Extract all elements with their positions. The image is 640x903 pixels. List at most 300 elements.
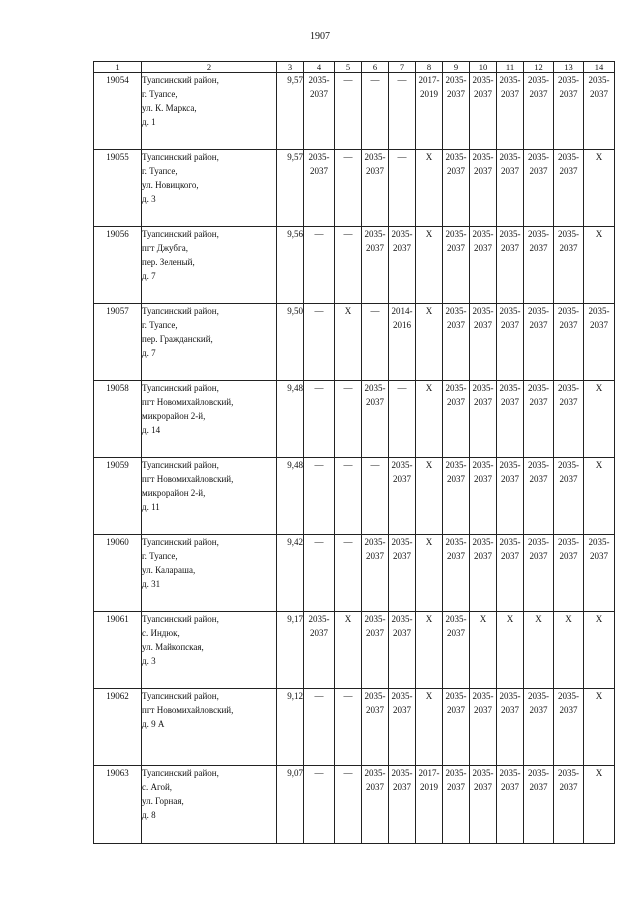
period-end: 2037 xyxy=(559,89,578,99)
period-start: 2035- xyxy=(391,768,413,778)
period-start: 2035- xyxy=(391,614,413,624)
period-cell xyxy=(470,381,497,458)
address-cell xyxy=(142,766,277,844)
period-cell: Х xyxy=(470,612,497,689)
period-cell: — xyxy=(389,150,416,227)
period-cell: — xyxy=(389,381,416,458)
period-start: 2035- xyxy=(558,691,579,701)
period-cell xyxy=(470,689,497,766)
period-cell: — xyxy=(335,227,362,304)
address-line: д. 7 xyxy=(142,348,156,358)
period-end: 2037 xyxy=(447,705,465,715)
address-line: Туапсинский район, xyxy=(142,614,219,624)
period-cell xyxy=(443,381,470,458)
page-number: 1907 xyxy=(310,31,330,42)
wear-value: 9,42 xyxy=(277,535,304,612)
period-start: 2035- xyxy=(588,75,610,85)
period-end: 2037 xyxy=(590,89,608,99)
address-cell xyxy=(142,227,277,304)
period-start: 2035- xyxy=(445,537,467,547)
address-line: микрорайон 2-й, xyxy=(142,411,206,421)
period-end: 2037 xyxy=(529,551,548,561)
period-end: 2037 xyxy=(590,551,608,561)
period-start: 2035- xyxy=(364,537,386,547)
period-end: 2037 xyxy=(501,89,519,99)
address-line: пгт Джубга, xyxy=(142,243,188,253)
period-cell: — xyxy=(335,766,362,844)
period-end: 2037 xyxy=(529,320,548,330)
period-cell xyxy=(554,535,584,612)
period-end: 2037 xyxy=(447,320,465,330)
address-line: Туапсинский район, xyxy=(142,460,219,470)
period-start: 2035- xyxy=(528,460,549,470)
period-cell xyxy=(389,458,416,535)
period-start: 2035- xyxy=(391,229,413,239)
period-end: 2037 xyxy=(529,782,548,792)
period-end: 2037 xyxy=(393,474,411,484)
period-start: 2035- xyxy=(364,152,386,162)
column-header: 13 xyxy=(554,62,584,73)
period-cell xyxy=(497,150,524,227)
period-cell: Х xyxy=(416,458,443,535)
period-start: 2035- xyxy=(558,152,579,162)
address-line: пер. Зеленый, xyxy=(142,257,195,267)
address-cell xyxy=(142,612,277,689)
period-start: 2035- xyxy=(364,383,386,393)
period-end: 2037 xyxy=(529,474,548,484)
period-start: 2035- xyxy=(499,460,521,470)
table-row xyxy=(94,612,615,689)
period-end: 2037 xyxy=(501,782,519,792)
period-cell xyxy=(497,227,524,304)
period-cell: — xyxy=(335,150,362,227)
period-start: 2035- xyxy=(364,614,386,624)
period-start: 2035- xyxy=(445,460,467,470)
period-end: 2037 xyxy=(559,474,578,484)
period-end: 2037 xyxy=(559,551,578,561)
period-end: 2037 xyxy=(559,243,578,253)
address-line: ул. Новицкого, xyxy=(142,180,199,190)
period-end: 2037 xyxy=(529,705,548,715)
period-cell xyxy=(554,689,584,766)
period-cell: Х xyxy=(335,612,362,689)
period-start: 2035- xyxy=(558,768,579,778)
period-start: 2035- xyxy=(499,229,521,239)
period-cell xyxy=(584,73,615,150)
address-cell xyxy=(142,689,277,766)
address-line: пер. Гражданский, xyxy=(142,334,213,344)
period-end: 2037 xyxy=(501,320,519,330)
period-cell xyxy=(497,73,524,150)
period-cell: — xyxy=(389,73,416,150)
address-line: пгт Новомихайловский, xyxy=(142,397,234,407)
address-line: Туапсинский район, xyxy=(142,383,219,393)
period-cell: Х xyxy=(416,227,443,304)
address-line: микрорайон 2-й, xyxy=(142,488,206,498)
period-cell: Х xyxy=(584,612,615,689)
period-end: 2037 xyxy=(366,551,384,561)
period-cell xyxy=(524,304,554,381)
column-header: 1 xyxy=(94,62,142,73)
period-cell xyxy=(443,458,470,535)
period-start: 2035- xyxy=(472,152,494,162)
period-start: 2035- xyxy=(445,306,467,316)
period-end: 2019 xyxy=(420,89,438,99)
column-header: 7 xyxy=(389,62,416,73)
period-start: 2035- xyxy=(472,691,494,701)
period-cell xyxy=(554,458,584,535)
period-start: 2035- xyxy=(472,768,494,778)
address-line: д. 9 А xyxy=(142,719,165,729)
address-line: Туапсинский район, xyxy=(142,229,219,239)
period-start: 2035- xyxy=(472,383,494,393)
period-cell xyxy=(554,150,584,227)
period-end: 2037 xyxy=(474,243,492,253)
period-start: 2017- xyxy=(418,75,440,85)
column-header: 11 xyxy=(497,62,524,73)
period-end: 2037 xyxy=(529,89,548,99)
period-start: 2035- xyxy=(558,75,579,85)
period-start: 2035- xyxy=(445,75,467,85)
wear-value: 9,50 xyxy=(277,304,304,381)
period-cell xyxy=(362,766,389,844)
address-cell xyxy=(142,381,277,458)
record-number: 19057 xyxy=(94,304,142,381)
record-number: 19060 xyxy=(94,535,142,612)
column-header: 2 xyxy=(142,62,277,73)
period-end: 2037 xyxy=(559,705,578,715)
period-cell xyxy=(554,381,584,458)
period-end: 2037 xyxy=(559,397,578,407)
period-cell: — xyxy=(362,304,389,381)
period-start: 2035- xyxy=(499,768,521,778)
period-start: 2035- xyxy=(588,537,610,547)
period-end: 2037 xyxy=(559,782,578,792)
period-end: 2037 xyxy=(310,628,328,638)
period-start: 2035- xyxy=(391,691,413,701)
period-cell xyxy=(524,381,554,458)
period-end: 2037 xyxy=(447,474,465,484)
period-cell: — xyxy=(304,535,335,612)
period-cell xyxy=(389,535,416,612)
period-cell: — xyxy=(362,458,389,535)
address-cell xyxy=(142,304,277,381)
record-number: 19056 xyxy=(94,227,142,304)
period-cell xyxy=(362,381,389,458)
period-cell: Х xyxy=(584,766,615,844)
period-end: 2037 xyxy=(559,166,578,176)
period-start: 2035- xyxy=(445,691,467,701)
period-cell: Х xyxy=(584,150,615,227)
period-cell xyxy=(470,227,497,304)
period-end: 2037 xyxy=(559,320,578,330)
period-cell: Х xyxy=(416,304,443,381)
table-row xyxy=(94,227,615,304)
record-number: 19059 xyxy=(94,458,142,535)
period-start: 2035- xyxy=(445,383,467,393)
period-end: 2037 xyxy=(366,782,384,792)
period-cell: Х xyxy=(416,150,443,227)
period-cell: — xyxy=(362,73,389,150)
record-number: 19055 xyxy=(94,150,142,227)
period-cell xyxy=(443,150,470,227)
address-line: Туапсинский район, xyxy=(142,537,219,547)
period-start: 2035- xyxy=(499,75,521,85)
period-cell: Х xyxy=(416,689,443,766)
wear-value: 9,57 xyxy=(277,150,304,227)
registry-table xyxy=(93,61,615,844)
period-start: 2035- xyxy=(308,614,330,624)
period-start: 2035- xyxy=(558,460,579,470)
period-cell xyxy=(470,458,497,535)
period-end: 2037 xyxy=(501,551,519,561)
period-cell xyxy=(470,73,497,150)
period-cell: — xyxy=(304,381,335,458)
period-cell xyxy=(524,227,554,304)
period-cell xyxy=(554,227,584,304)
period-end: 2037 xyxy=(447,628,465,638)
period-cell: Х xyxy=(416,612,443,689)
period-end: 2037 xyxy=(501,474,519,484)
table-row xyxy=(94,73,615,150)
period-start: 2035- xyxy=(472,537,494,547)
period-cell xyxy=(389,689,416,766)
record-number: 19062 xyxy=(94,689,142,766)
column-header: 12 xyxy=(524,62,554,73)
period-start: 2035- xyxy=(528,306,549,316)
wear-value: 9,56 xyxy=(277,227,304,304)
period-end: 2037 xyxy=(447,397,465,407)
address-line: г. Туапсе, xyxy=(142,166,178,176)
address-line: ул. К. Маркса, xyxy=(142,103,197,113)
address-cell xyxy=(142,458,277,535)
period-cell xyxy=(470,535,497,612)
period-start: 2035- xyxy=(445,768,467,778)
period-cell: — xyxy=(335,458,362,535)
period-end: 2037 xyxy=(474,320,492,330)
period-cell: — xyxy=(335,535,362,612)
period-end: 2037 xyxy=(393,551,411,561)
period-cell: Х xyxy=(416,381,443,458)
period-cell: Х xyxy=(497,612,524,689)
period-cell xyxy=(389,227,416,304)
period-cell xyxy=(389,304,416,381)
period-cell xyxy=(497,535,524,612)
period-cell xyxy=(304,150,335,227)
period-start: 2035- xyxy=(528,152,549,162)
wear-value: 9,07 xyxy=(277,766,304,844)
period-start: 2035- xyxy=(391,460,413,470)
period-cell: Х xyxy=(335,304,362,381)
period-start: 2014- xyxy=(391,306,413,316)
period-end: 2037 xyxy=(474,705,492,715)
period-cell xyxy=(389,612,416,689)
period-start: 2035- xyxy=(558,306,579,316)
period-cell xyxy=(497,766,524,844)
period-end: 2037 xyxy=(501,397,519,407)
period-end: 2037 xyxy=(474,551,492,561)
period-end: 2037 xyxy=(447,243,465,253)
period-cell: Х xyxy=(584,689,615,766)
period-cell: — xyxy=(335,689,362,766)
period-end: 2037 xyxy=(366,166,384,176)
address-line: д. 3 xyxy=(142,656,156,666)
period-cell xyxy=(443,304,470,381)
column-header: 4 xyxy=(304,62,335,73)
period-cell xyxy=(362,227,389,304)
period-cell: Х xyxy=(584,227,615,304)
address-line: ул. Горная, xyxy=(142,796,184,806)
period-cell: — xyxy=(304,689,335,766)
wear-value: 9,17 xyxy=(277,612,304,689)
address-line: д. 31 xyxy=(142,579,161,589)
period-cell: Х xyxy=(554,612,584,689)
period-end: 2037 xyxy=(474,166,492,176)
period-start: 2035- xyxy=(364,768,386,778)
period-end: 2019 xyxy=(420,782,438,792)
period-start: 2035- xyxy=(499,383,521,393)
period-cell: Х xyxy=(584,381,615,458)
period-start: 2035- xyxy=(499,691,521,701)
address-cell xyxy=(142,150,277,227)
period-cell xyxy=(524,73,554,150)
period-cell xyxy=(362,689,389,766)
period-start: 2035- xyxy=(472,75,494,85)
period-end: 2037 xyxy=(310,166,328,176)
address-line: с. Агой, xyxy=(142,782,173,792)
period-end: 2037 xyxy=(310,89,328,99)
period-start: 2035- xyxy=(499,152,521,162)
period-cell xyxy=(443,227,470,304)
period-end: 2037 xyxy=(366,397,384,407)
period-start: 2035- xyxy=(364,229,386,239)
period-cell xyxy=(470,304,497,381)
period-start: 2035- xyxy=(308,152,330,162)
period-end: 2037 xyxy=(501,243,519,253)
period-start: 2035- xyxy=(588,306,610,316)
period-cell xyxy=(470,150,497,227)
record-number: 19063 xyxy=(94,766,142,844)
period-start: 2035- xyxy=(528,75,549,85)
period-start: 2035- xyxy=(445,152,467,162)
period-end: 2037 xyxy=(529,397,548,407)
period-start: 2035- xyxy=(308,75,330,85)
address-line: г. Туапсе, xyxy=(142,89,178,99)
period-end: 2037 xyxy=(366,628,384,638)
address-line: ул. Калараша, xyxy=(142,565,196,575)
period-cell xyxy=(584,304,615,381)
period-cell xyxy=(443,766,470,844)
period-cell xyxy=(362,535,389,612)
period-end: 2037 xyxy=(393,705,411,715)
period-end: 2037 xyxy=(393,628,411,638)
period-cell: Х xyxy=(524,612,554,689)
address-line: д. 11 xyxy=(142,502,160,512)
address-line: Туапсинский район, xyxy=(142,691,219,701)
column-header: 8 xyxy=(416,62,443,73)
period-start: 2035- xyxy=(528,691,549,701)
registry-body xyxy=(94,73,615,844)
address-cell xyxy=(142,535,277,612)
period-start: 2035- xyxy=(445,229,467,239)
address-line: с. Индюк, xyxy=(142,628,180,638)
period-end: 2037 xyxy=(529,166,548,176)
period-cell xyxy=(304,612,335,689)
address-line: г. Туапсе, xyxy=(142,320,178,330)
period-start: 2035- xyxy=(472,306,494,316)
period-cell xyxy=(524,458,554,535)
period-cell xyxy=(443,612,470,689)
period-start: 2035- xyxy=(472,460,494,470)
period-cell: Х xyxy=(584,458,615,535)
record-number: 19061 xyxy=(94,612,142,689)
period-end: 2037 xyxy=(474,782,492,792)
address-cell xyxy=(142,73,277,150)
period-cell: Х xyxy=(416,535,443,612)
column-header: 10 xyxy=(470,62,497,73)
table-row xyxy=(94,458,615,535)
period-cell xyxy=(497,304,524,381)
period-end: 2016 xyxy=(393,320,411,330)
period-start: 2035- xyxy=(528,768,549,778)
record-number: 19054 xyxy=(94,73,142,150)
period-cell xyxy=(416,766,443,844)
period-end: 2037 xyxy=(474,474,492,484)
period-end: 2037 xyxy=(366,243,384,253)
period-end: 2037 xyxy=(501,166,519,176)
period-cell: — xyxy=(335,381,362,458)
period-start: 2017- xyxy=(418,768,440,778)
period-start: 2035- xyxy=(472,229,494,239)
period-end: 2037 xyxy=(474,89,492,99)
address-line: Туапсинский район, xyxy=(142,768,219,778)
period-cell xyxy=(443,689,470,766)
period-start: 2035- xyxy=(445,614,467,624)
address-line: Туапсинский район, xyxy=(142,75,219,85)
period-cell xyxy=(554,73,584,150)
period-cell: — xyxy=(304,766,335,844)
period-cell: — xyxy=(335,73,362,150)
period-cell xyxy=(497,689,524,766)
address-line: д. 14 xyxy=(142,425,161,435)
wear-value: 9,48 xyxy=(277,458,304,535)
table-row xyxy=(94,535,615,612)
period-end: 2037 xyxy=(501,705,519,715)
wear-value: 9,48 xyxy=(277,381,304,458)
period-cell xyxy=(524,689,554,766)
period-cell xyxy=(362,150,389,227)
period-end: 2037 xyxy=(366,705,384,715)
header-row xyxy=(94,62,615,73)
period-start: 2035- xyxy=(558,537,579,547)
period-end: 2037 xyxy=(447,782,465,792)
period-end: 2037 xyxy=(590,320,608,330)
period-start: 2035- xyxy=(499,306,521,316)
period-end: 2037 xyxy=(529,243,548,253)
column-header: 5 xyxy=(335,62,362,73)
period-start: 2035- xyxy=(364,691,386,701)
period-cell: — xyxy=(304,227,335,304)
period-cell xyxy=(362,612,389,689)
period-cell xyxy=(304,73,335,150)
table-row xyxy=(94,150,615,227)
address-line: ул. Майкопская, xyxy=(142,642,204,652)
column-header: 9 xyxy=(443,62,470,73)
address-line: д. 7 xyxy=(142,271,156,281)
period-end: 2037 xyxy=(474,397,492,407)
column-header: 14 xyxy=(584,62,615,73)
period-cell xyxy=(554,304,584,381)
